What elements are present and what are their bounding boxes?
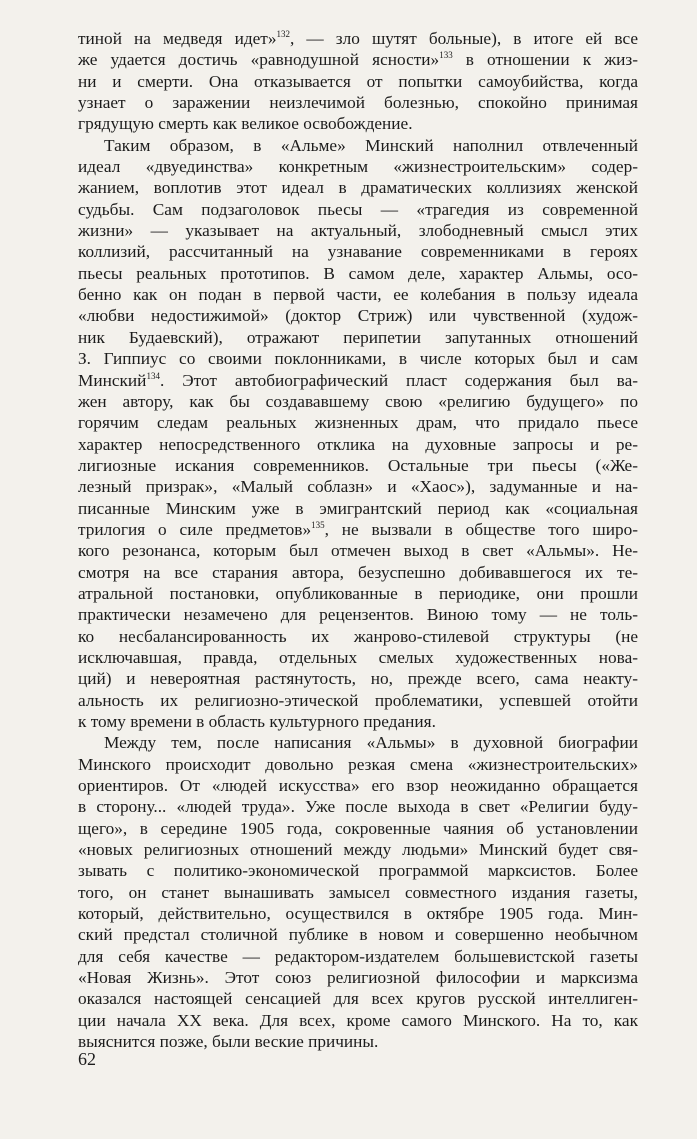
text-segment: тиной на медведя идет» bbox=[78, 29, 277, 48]
text-segment: Между тем, после написания «Альмы» в духовной биографии bbox=[104, 733, 638, 753]
text-line bbox=[78, 754, 638, 775]
text-line bbox=[78, 241, 638, 262]
text-line bbox=[78, 370, 638, 391]
text-segment: зывать с политико-экономической программой марксистов. Более bbox=[78, 861, 638, 881]
text-line bbox=[78, 562, 638, 583]
text-segment: грядущую смерть как великое освобождение. bbox=[78, 114, 413, 134]
text-line bbox=[78, 860, 638, 881]
text-segment: ции начала XX века. Для всех, кроме самого Минского. На то, как bbox=[78, 1010, 638, 1030]
text-segment: узнает о заражении неизлечимой болезнью, спокойно принимая bbox=[78, 93, 638, 113]
text-segment: альность их религиозно-этической проблематики, успевшей отойти bbox=[78, 690, 638, 710]
text-line bbox=[78, 604, 638, 625]
footnote-ref: 134 bbox=[146, 370, 160, 381]
text-segment: бенно как он подан в первой части, ее колебания в пользу идеала bbox=[78, 285, 638, 305]
text-segment: того, он станет вынашивать замысел совместного издания газеты, bbox=[78, 882, 638, 902]
text-segment: трилогия о силе предметов» bbox=[78, 519, 312, 539]
text-segment: идеал «двуединства» конкретным «жизнестроительским» содер- bbox=[78, 157, 638, 177]
text-line bbox=[78, 668, 638, 689]
text-segment: ориентиров. От «людей искусства» его взор неожиданно обращается bbox=[78, 776, 638, 796]
text-segment: ник Будаевский), отражают перипетии запутанных отношений bbox=[78, 327, 638, 347]
paragraph bbox=[78, 135, 638, 733]
text-segment: Минского происходит довольно резкая смена «жизнестроительских» bbox=[78, 754, 638, 774]
text-line bbox=[78, 49, 638, 70]
text-segment: лигиозные искания современников. Остальные три пьесы («Же- bbox=[78, 455, 638, 475]
text-segment: судьбы. Сам подзаголовок пьесы — «трагедия из современной bbox=[78, 199, 638, 219]
text-line bbox=[78, 71, 638, 92]
text-line bbox=[78, 92, 638, 113]
text-line bbox=[78, 284, 638, 305]
text-line bbox=[78, 818, 638, 839]
text-line bbox=[78, 1031, 638, 1052]
text-line bbox=[78, 498, 638, 519]
text-line bbox=[78, 113, 638, 134]
footnote-ref: 135 bbox=[311, 520, 325, 531]
text-line bbox=[78, 583, 638, 604]
text-segment: «новых религиозных отношений между людьми» Минский будет свя- bbox=[78, 840, 638, 860]
text-segment: ций) и невероятная растянутость, но, прежде всего, сама неакту- bbox=[78, 669, 638, 689]
text-segment: щего», в середине 1905 года, сокровенные чаяния об установлении bbox=[78, 818, 638, 838]
text-segment: «любви недостижимой» (доктор Стриж) или чувственной (худож- bbox=[78, 306, 638, 326]
text-segment: Минский bbox=[78, 370, 147, 390]
text-line bbox=[78, 199, 638, 220]
text-line bbox=[78, 177, 638, 198]
text-line bbox=[78, 839, 638, 860]
text-segment: кого резонанса, которым был отмечен выход в свет «Альмы». Не- bbox=[78, 541, 638, 561]
text-segment: ский предстал столичной публике в новом и совершенно необычном bbox=[78, 925, 638, 945]
text-segment: «Новая Жизнь». Этот союз религиозной философии и марксизма bbox=[78, 968, 638, 988]
text-line bbox=[78, 924, 638, 945]
text-line bbox=[78, 988, 638, 1009]
text-segment: который, действительно, осуществился в октябре 1905 года. Мин- bbox=[78, 904, 638, 924]
text-segment: коллизий, рассчитанный на узнавание современниками в героях bbox=[78, 242, 638, 262]
page-number: 62 bbox=[78, 1049, 96, 1069]
text-line bbox=[78, 434, 638, 455]
text-segment: выяснится позже, были веские причины. bbox=[78, 1032, 379, 1052]
text-line bbox=[78, 711, 638, 732]
text-segment: к тому времени в область культурного предания. bbox=[78, 712, 436, 731]
text-segment: в отношении к жиз- bbox=[452, 50, 638, 70]
text-line bbox=[78, 412, 638, 433]
text-segment: , — зло шутят больные), в итоге ей все bbox=[289, 29, 638, 48]
text-line bbox=[78, 690, 638, 711]
text-segment: ни и смерти. Она отказывается от попытки самоубийства, когда bbox=[78, 71, 638, 91]
text-segment: лезный призрак», «Малый соблазн» и «Хаос»), задуманные и на- bbox=[78, 477, 638, 497]
text-line bbox=[78, 732, 638, 753]
text-line bbox=[78, 476, 638, 497]
paragraph bbox=[78, 732, 638, 1052]
text-line bbox=[78, 135, 638, 156]
text-segment: писанные Минским уже в эмигрантский период как «социальная bbox=[78, 498, 638, 518]
footnote-ref: 132 bbox=[276, 29, 290, 40]
text-segment: для себя качестве — редактором-издателем большевистской газеты bbox=[78, 946, 638, 966]
text-segment: же удается достичь «равнодушной ясности» bbox=[78, 50, 440, 70]
text-line bbox=[78, 327, 638, 348]
text-line bbox=[78, 519, 638, 540]
text-line bbox=[78, 28, 638, 49]
text-line bbox=[78, 796, 638, 817]
text-segment: , не вызвали в обществе того широ- bbox=[324, 519, 638, 539]
text-segment: смотря на все старания автора, безуспешно добивавшегося их те- bbox=[78, 562, 638, 582]
text-line bbox=[78, 775, 638, 796]
text-line bbox=[78, 626, 638, 647]
text-segment: исключавшая, правда, отдельных смелых художественных нова- bbox=[78, 647, 638, 667]
text-line bbox=[78, 946, 638, 967]
text-segment: характер непосредственного отклика на духовные запросы и ре- bbox=[78, 434, 638, 454]
footnote-ref: 133 bbox=[439, 50, 453, 61]
text-line bbox=[78, 455, 638, 476]
text-line bbox=[78, 882, 638, 903]
text-segment: пьесы реальных прототипов. В самом деле, характер Альмы, осо- bbox=[78, 263, 638, 283]
text-line bbox=[78, 156, 638, 177]
text-line bbox=[78, 903, 638, 924]
text-segment: ко несбалансированность их жанрово-стилевой структуры (не bbox=[78, 626, 638, 646]
body-text bbox=[78, 28, 638, 1053]
text-segment: в сторону... «людей труда». Уже после выхода в свет «Религии буду- bbox=[78, 797, 638, 817]
text-line bbox=[78, 647, 638, 668]
text-line bbox=[78, 220, 638, 241]
text-segment: Таким образом, в «Альме» Минский наполнил отвлеченный bbox=[104, 135, 638, 155]
text-line bbox=[78, 263, 638, 284]
text-line bbox=[78, 1010, 638, 1031]
text-segment: . Этот автобиографический пласт содержания был ва- bbox=[159, 370, 638, 390]
text-line bbox=[78, 967, 638, 988]
text-segment: З. Гиппиус со своими поклонниками, в числе которых был и сам bbox=[78, 349, 638, 369]
text-line bbox=[78, 391, 638, 412]
text-line bbox=[78, 348, 638, 369]
text-segment: жен автору, как бы создававшему свою «религию будущего» по bbox=[78, 391, 638, 411]
text-segment: горячим следам реальных жизненных драм, что придало пьесе bbox=[78, 413, 638, 433]
text-segment: практически незамечено для рецензентов. Виною тому — не толь- bbox=[78, 605, 638, 625]
text-segment: атральной постановки, опубликованные в периодике, они прошли bbox=[78, 583, 638, 603]
text-segment: жизни» — указывает на актуальный, злободневный смысл этих bbox=[78, 221, 638, 241]
text-line bbox=[78, 305, 638, 326]
text-segment: жанием, воплотив этот идеал в драматических коллизиях женской bbox=[78, 178, 638, 198]
paragraph bbox=[78, 28, 638, 135]
text-segment: оказался настоящей сенсацией для всех кругов русской интеллиген- bbox=[78, 989, 638, 1009]
text-line bbox=[78, 540, 638, 561]
